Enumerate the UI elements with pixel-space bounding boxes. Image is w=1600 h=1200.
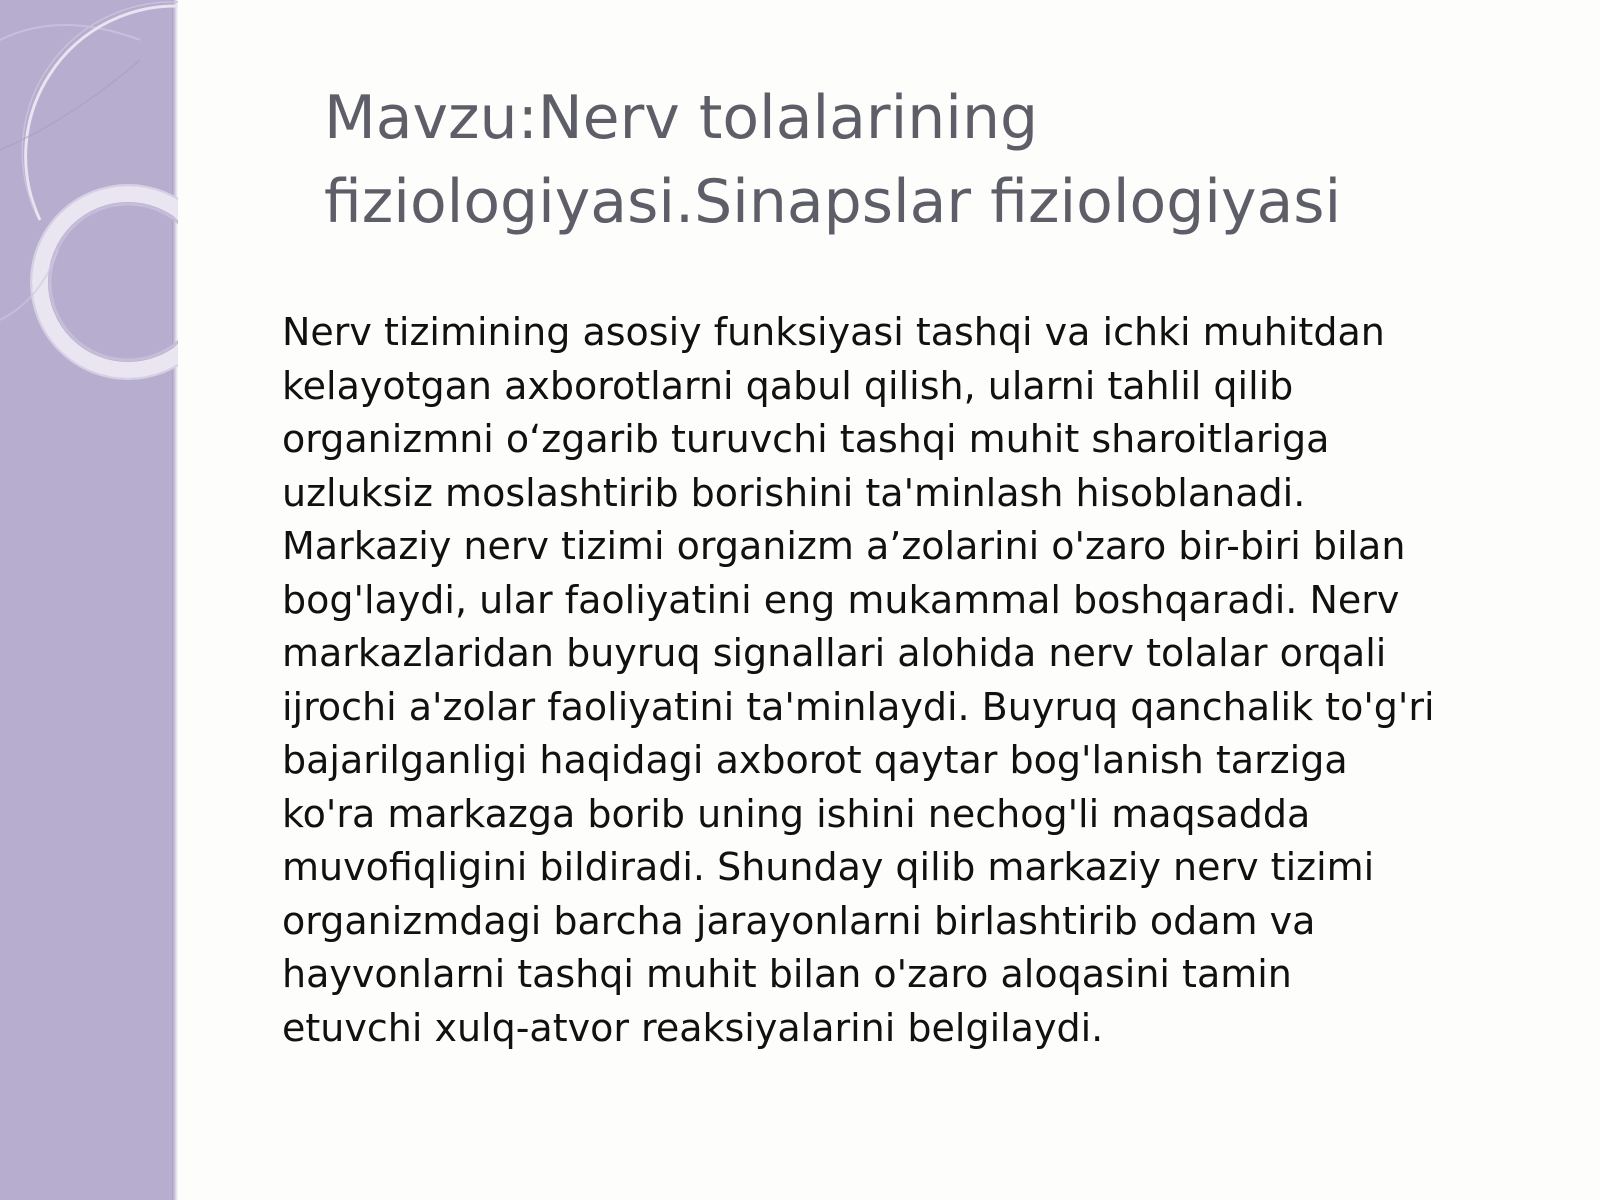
body-line: organizmni o‘zgarib turuvchi tashqi muhit sharoitlariga <box>282 417 1330 461</box>
body-line: markazlaridan buyruq signallari alohida nerv tolalar orqali <box>282 631 1387 675</box>
slide-title <box>324 76 1564 244</box>
body-line: ko'ra markazga borib uning ishini nechog'li maqsadda <box>282 791 1311 836</box>
body-line: etuvchi xulq-atvor reaksiyalarini belgilaydi. <box>282 1005 1104 1050</box>
slide-body <box>282 306 1582 1055</box>
body-line: kelayotgan axborotlarni qabul qilish, ularni tahlil qilib <box>282 363 1294 408</box>
body-line: bajarilganligi haqidagi axborot qaytar bog'lanish tarziga <box>282 738 1348 782</box>
large-arc-shadow <box>22 2 178 210</box>
body-line: muvofiqligini bildiradi. Shunday qilib markaziy nerv tizimi <box>282 845 1375 889</box>
body-line: hayvonlarni tashqi muhit bilan o'zaro aloqasini tamin <box>282 952 1292 996</box>
concentric-rings-decoration <box>0 0 178 400</box>
body-line: Nerv tizimining asosiy funksiyasi tashqi va ichki muhitdan <box>282 310 1385 354</box>
arc-top-left <box>0 25 140 40</box>
body-line: uzluksiz moslashtirib borishini ta'minlash hisoblanadi. <box>282 470 1306 515</box>
body-line: Markaziy nerv tizimi organizm a’zolarini o'zaro bir-biri bilan <box>282 524 1406 568</box>
body-line: ijrochi a'zolar faoliyatini ta'minlaydi. Buyruq qanchalik to'g'ri <box>282 684 1435 729</box>
ring-outer-edge <box>31 185 178 379</box>
body-line: bog'laydi, ular faoliyatini eng mukammal boshqaradi. Nerv <box>282 577 1400 622</box>
title-line-1: Mavzu:Nerv tolalarining <box>324 83 1039 153</box>
title-line-2: fiziologiyasi.Sinapslar fiziologiyasi <box>324 167 1342 237</box>
mid-arc <box>0 60 140 150</box>
ring-outer <box>40 194 178 370</box>
body-line: organizmdagi barcha jarayonlarni birlashtirib odam va <box>282 898 1316 943</box>
